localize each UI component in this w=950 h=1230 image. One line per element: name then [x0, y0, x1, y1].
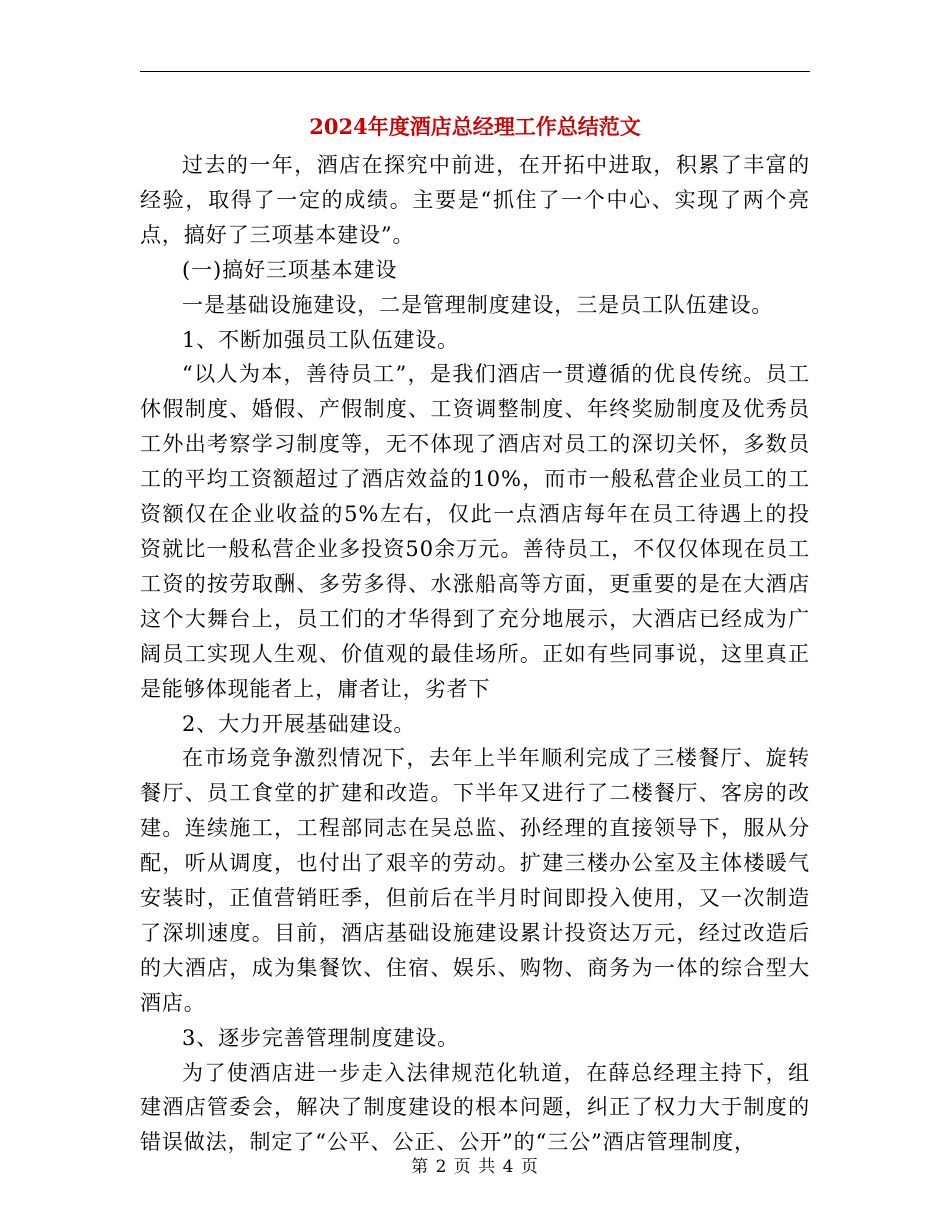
paragraph-intro: 过去的一年，酒店在探究中前进，在开拓中进取，积累了丰富的经验，取得了一定的成绩。主要是“抓住了一个中心、实现了两个亮点，搞好了三项基本建设”。	[140, 153, 810, 247]
section-heading-1: (一)搞好三项基本建设	[182, 257, 398, 282]
page-number-footer: 第 2 页 共 4 页	[411, 1157, 539, 1177]
document-body	[140, 108, 810, 1160]
subheading-management: 3、逐步完善管理制度建设。	[182, 1025, 460, 1050]
document-title: 2024年度酒店总经理工作总结范文	[309, 114, 641, 139]
subheading-infrastructure: 2、大力开展基础建设。	[182, 711, 416, 736]
header-rule	[140, 71, 810, 72]
subheading-staff: 1、不断加强员工队伍建设。	[182, 327, 460, 352]
paragraph-staff: “以人为本，善待员工”，是我们酒店一贯遵循的优良传统。员工休假制度、婚假、产假制度、工资调整制度、年终奖励制度及优秀员工外出考察学习制度等，无不体现了酒店对员工的深切关怀，多数员工的平均工资额超过了酒店效益的10%，而市一般私营企业员工的工资额仅在企业收益的5%左右，仅此一点酒店每年在员工待遇上的投资就比一般私营企业多投资50余万元。善待员工，不仅仅体现在员工工资的按劳取酬、多劳多得、水涨船高等方面，更重要的是在大酒店这个大舞台上，员工们的才华得到了充分地展示，大酒店已经成为广阔员工实现人生观、价值观的最佳场所。正如有些同事说，这里真正是能够体现能者上，庸者让，劣者下	[140, 362, 810, 701]
paragraph-infrastructure: 在市场竞争激烈情况下，去年上半年顺利完成了三楼餐厅、旋转餐厅、员工食堂的扩建和改造。下半年又进行了二楼餐厅、客房的改建。连续施工，工程部同志在吴总监、孙经理的直接领导下，服从分配，听从调度，也付出了艰辛的劳动。扩建三楼办公室及主体楼暖气安装时，正值营销旺季，但前后在半月时间即投入使用，又一次制造了深圳速度。目前，酒店基础设施建设累计投资达万元，经过改造后的大酒店，成为集餐饮、住宿、娱乐、购物、商务为一体的综合型大酒店。	[140, 746, 810, 1015]
paragraph-overview: 一是基础设施建设，二是管理制度建设，三是员工队伍建设。	[182, 292, 774, 317]
paragraph-management: 为了使酒店进一步走入法律规范化轨道，在薛总经理主持下，组建酒店管委会，解决了制度建设的根本问题，纠正了权力大于制度的错误做法，制定了“公平、公正、公开”的“三公”酒店管理制度，	[140, 1060, 810, 1155]
